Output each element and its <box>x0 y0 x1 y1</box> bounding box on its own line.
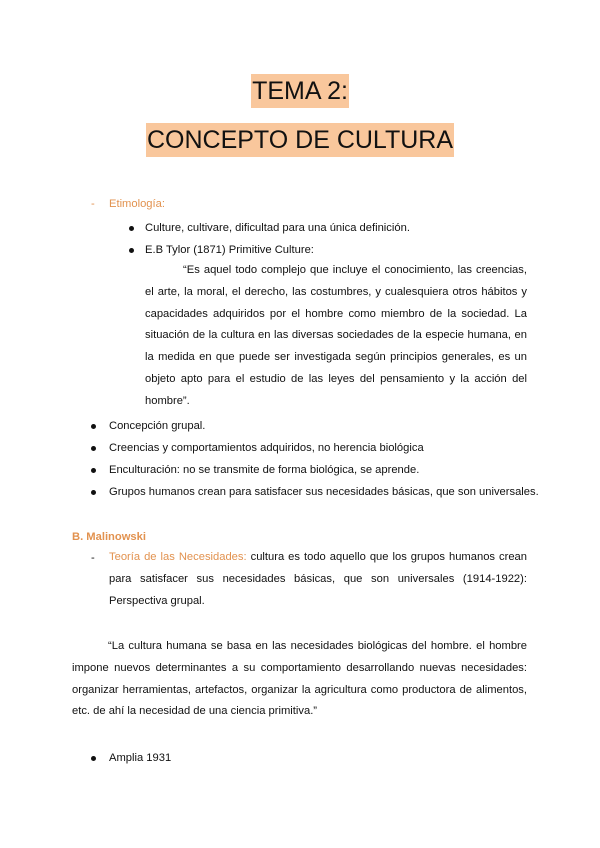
bullet-text-2: Creencias y comportamientos adquiridos, no herencia biológica <box>109 442 424 454</box>
final-bullet-dot <box>91 756 96 761</box>
title-block-2 <box>0 123 600 157</box>
tylor-quote: “Es aquel todo complejo que incluye el conocimiento, las creencias, el arte, la moral, el derecho, las costumbres, y cualesquiera otros hábitos y capacidades adquiridos por el hombre como miembro de la sociedad. La situación de la cultura en las diversas sociedades de la especie humana, en la medida en que puede ser investigada según principios generales, es un objeto apto para el estudio de las leyes del pensamiento y la acción del hombre”. <box>145 264 527 407</box>
malinowski-theory <box>109 547 527 612</box>
bullet-dot-3 <box>91 468 96 473</box>
etimologia-item-2: E.B Tylor (1871) Primitive Culture: <box>145 244 314 256</box>
bullet-text-3: Enculturación: no se transmite de forma biológica, se aprende. <box>109 464 420 476</box>
final-bullet-text: Amplia 1931 <box>109 752 172 764</box>
theory-text: cultura es todo aquello que los grupos humanos crean para satisfacer sus necesidades básicas, que son universales (1914-1922): Perspectiva grupal. <box>109 551 527 607</box>
title-line-2: CONCEPTO DE CULTURA <box>146 123 454 157</box>
etimologia-bullet-1 <box>129 226 134 231</box>
malinowski-heading: B. Malinowski <box>72 531 146 543</box>
title-line-1: TEMA 2: <box>251 74 349 108</box>
etimologia-item-1: Culture, cultivare, dificultad para una única definición. <box>145 222 410 234</box>
bullet-dot-4 <box>91 490 96 495</box>
bullet-text-1: Concepción grupal. <box>109 420 206 432</box>
etimologia-bullet-2 <box>129 248 134 253</box>
etimologia-label: Etimología: <box>109 198 165 210</box>
theory-label: Teoría de las Necesidades: <box>109 551 247 563</box>
malinowski-dash: - <box>91 552 95 564</box>
bullet-dot-2 <box>91 446 96 451</box>
bullet-dot-1 <box>91 424 96 429</box>
title-block-1 <box>0 74 600 108</box>
malinowski-quote: “La cultura humana se basa en las necesidades biológicas del hombre. el hombre impone nuevos determinantes a su comportamiento desarrollando nuevas necesidades: organizar herramientas, artefactos, organizar la agricultura como productora de alimentos, etc. de ahí la necesidad de una ciencia primitiva.” <box>72 640 527 718</box>
bullet-text-4: Grupos humanos crean para satisfacer sus necesidades básicas, que son universales. <box>109 486 539 498</box>
etimologia-dash: - <box>91 198 95 210</box>
